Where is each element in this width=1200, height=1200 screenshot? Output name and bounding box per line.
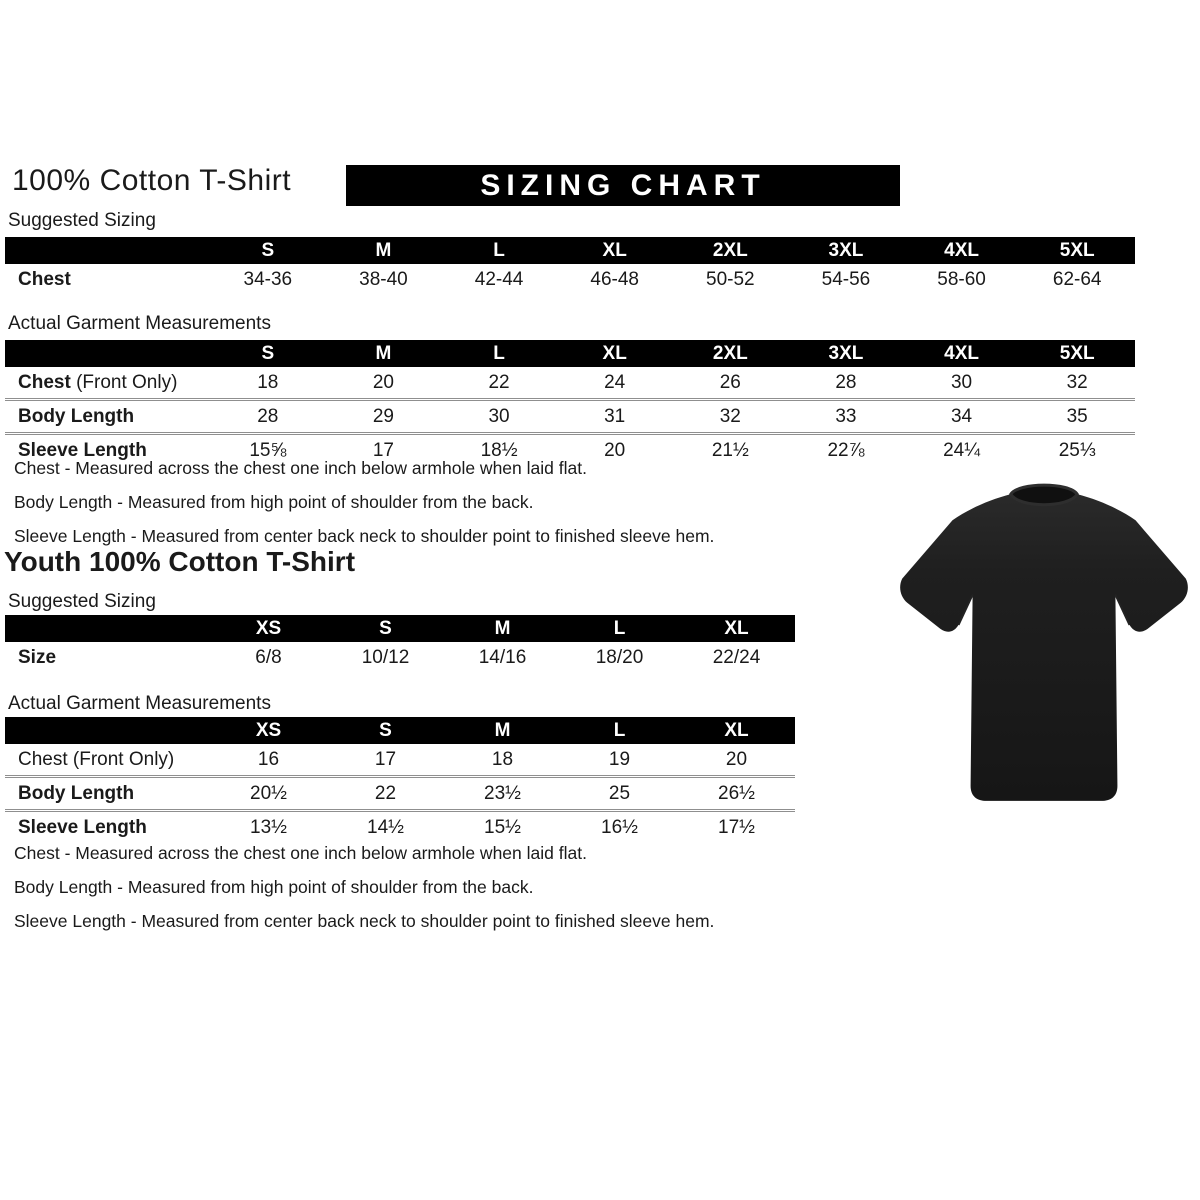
size-column-header: L [441,340,557,367]
measurement-cell: 22 [441,367,557,400]
measurement-cell: 17 [327,744,444,777]
size-column-header: XL [678,717,795,744]
measurement-cell: 18½ [480,439,518,461]
size-column-header: 3XL [788,237,904,264]
measurement-cell: 32 [1019,367,1135,400]
corner-header-cell [5,237,210,264]
measurement-cell: 24 [557,367,673,400]
table-row [5,400,1135,434]
note-chest: Chest - Measured across the chest one inch below armhole when laid flat. [14,843,587,863]
table-row [5,367,1135,400]
table-row [5,811,795,844]
measurement-cell: 15⅝ [249,439,287,461]
measurement-cell: 28 [788,367,904,400]
measurement-cell: 21½ [711,439,749,461]
adult-actual-measurements-heading: Actual Garment Measurements [8,313,271,334]
header-row [5,615,795,642]
youth-actual-measurements-table [5,717,795,843]
size-column-header: 4XL [904,237,1020,264]
measurement-cell: 20½ [210,777,327,811]
measurement-cell: 58-60 [937,268,986,290]
measurement-cell: 17 [372,439,394,461]
measurement-cell: 31 [557,400,673,434]
corner-header-cell [5,340,210,367]
measurement-cell: 22 [327,777,444,811]
size-column-header: XL [557,340,673,367]
row-label-note: (Front Only) [70,371,178,393]
size-column-header: L [441,237,557,264]
row-label-size: Size [18,646,57,668]
adult-measurement-notes [14,458,714,560]
measurement-cell: 6/8 [255,646,282,668]
measurement-cell: 26 [673,367,789,400]
note-body-length: Body Length - Measured from high point of shoulder from the back. [14,492,534,512]
measurement-cell: 34-36 [243,268,293,290]
row-label-sleeve-length: Sleeve Length [18,816,147,838]
row-label-body-length: Body Length [5,400,210,434]
measurement-cell: 25 [561,777,678,811]
size-column-header: 5XL [1019,237,1135,264]
measurement-cell: 18/20 [595,646,644,668]
size-column-header: 4XL [904,340,1020,367]
note-chest: Chest - Measured across the chest one inch below armhole when laid flat. [14,458,587,478]
measurement-cell: 22⅞ [827,439,865,461]
tshirt-image [888,466,1198,818]
measurement-cell: 62-64 [1052,268,1102,290]
measurement-cell: 23½ [444,777,561,811]
measurement-cell: 17½ [718,816,755,838]
measurement-cell: 19 [561,744,678,777]
corner-header-cell [5,615,210,642]
size-column-header: M [444,615,561,642]
measurement-cell: 26½ [678,777,795,811]
measurement-cell: 32 [673,400,789,434]
measurement-cell: 16½ [601,816,638,838]
measurement-cell: 25⅓ [1058,439,1096,461]
measurement-cell: 16 [210,744,327,777]
table-row [5,264,1135,295]
size-column-header: XL [557,237,673,264]
measurement-cell: 18 [444,744,561,777]
measurement-cell: 20 [326,367,442,400]
measurement-cell: 13½ [250,816,287,838]
measurement-cell: 35 [1019,400,1135,434]
size-column-header: M [444,717,561,744]
measurement-cell: 20 [678,744,795,777]
row-label-chest: Chest (Front Only) [5,744,210,777]
measurement-cell: 42-44 [474,268,524,290]
table-row [5,744,795,777]
row-label-body-length: Body Length [5,777,210,811]
measurement-cell: 14/16 [478,646,527,668]
sizing-chart-banner: SIZING CHART [346,165,900,206]
note-sleeve-length: Sleeve Length - Measured from center back neck to shoulder point to finished sleeve hem. [14,911,715,931]
measurement-cell: 30 [441,400,557,434]
measurement-cell: 38-40 [359,268,408,290]
measurement-cell: 10/12 [361,646,410,668]
measurement-cell: 14½ [367,816,404,838]
adult-suggested-sizing-heading: Suggested Sizing [8,210,156,231]
table-row [5,642,795,673]
measurement-cell: 29 [326,400,442,434]
header-row [5,717,795,744]
size-column-header: 5XL [1019,340,1135,367]
measurement-cell: 50-52 [706,268,755,290]
size-column-header: S [327,717,444,744]
size-column-header: L [561,717,678,744]
note-sleeve-length: Sleeve Length - Measured from center back neck to shoulder point to finished sleeve hem. [14,526,715,546]
measurement-cell: 34 [904,400,1020,434]
measurement-cell: 18 [210,367,326,400]
row-label-chest [5,367,210,400]
measurement-cell: 20 [604,439,626,461]
size-column-header: M [326,340,442,367]
size-column-header: XS [210,717,327,744]
row-label-chest: Chest [18,268,71,290]
table-row [5,777,795,811]
measurement-cell: 22/24 [712,646,761,668]
size-column-header: 2XL [673,237,789,264]
note-body-length: Body Length - Measured from high point of shoulder from the back. [14,877,534,897]
size-column-header: XS [210,615,327,642]
size-column-header: XL [678,615,795,642]
row-label-text: Chest [18,371,71,393]
tshirt-graphic [888,466,1198,818]
measurement-cell: 33 [788,400,904,434]
adult-actual-measurements-table [5,340,1135,466]
size-column-header: S [210,340,326,367]
header-row [5,237,1135,264]
youth-measurement-notes [14,843,714,945]
measurement-cell: 15½ [484,816,521,838]
youth-suggested-sizing-table [5,615,795,673]
measurement-cell: 28 [210,400,326,434]
adult-section-title: 100% Cotton T-Shirt [12,164,292,197]
measurement-cell: 46-48 [590,268,639,290]
measurement-cell: 30 [904,367,1020,400]
size-column-header: L [561,615,678,642]
youth-section-title: Youth 100% Cotton T-Shirt [4,546,356,577]
corner-header-cell [5,717,210,744]
youth-suggested-sizing-heading: Suggested Sizing [8,591,156,612]
measurement-cell: 24¼ [943,439,981,461]
adult-suggested-sizing-table [5,237,1135,295]
size-column-header: S [327,615,444,642]
youth-actual-measurements-heading: Actual Garment Measurements [8,693,271,714]
size-column-header: S [210,237,326,264]
size-column-header: 3XL [788,340,904,367]
header-row [5,340,1135,367]
measurement-cell: 54-56 [821,268,871,290]
row-label-sleeve-length: Sleeve Length [18,439,147,461]
size-column-header: 2XL [673,340,789,367]
size-column-header: M [326,237,442,264]
